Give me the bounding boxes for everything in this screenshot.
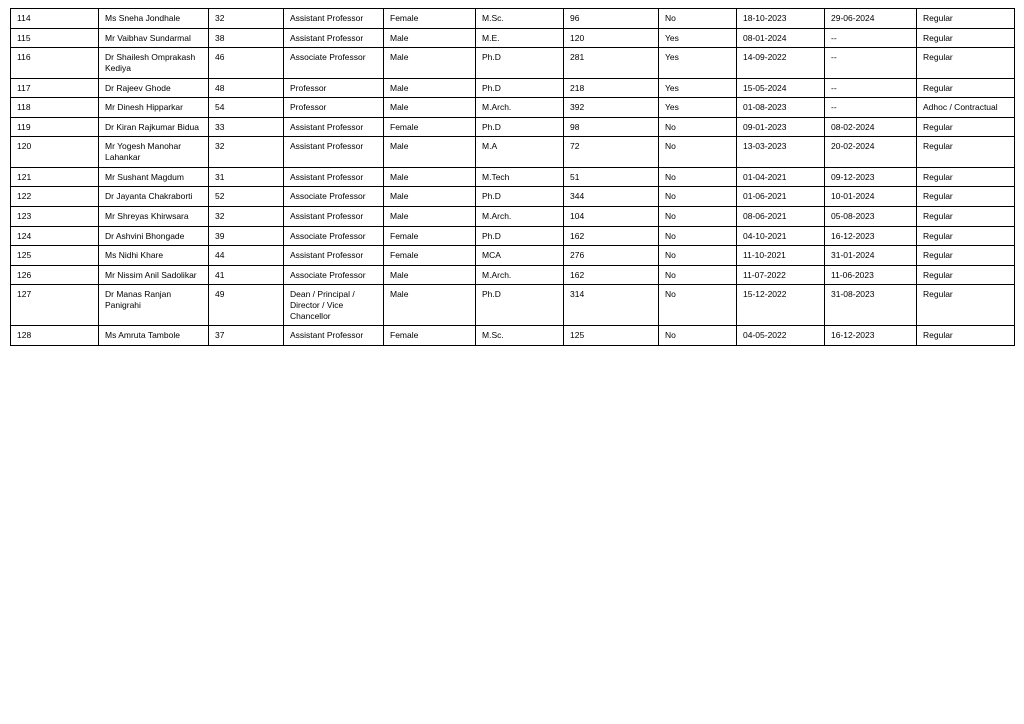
cell-name: Dr Jayanta Chakraborti bbox=[99, 187, 209, 207]
cell-qualification: M.Arch. bbox=[476, 206, 564, 226]
cell-date-of-joining: 18-10-2023 bbox=[737, 9, 825, 29]
cell-gender: Male bbox=[384, 137, 476, 167]
cell-designation: Assistant Professor bbox=[284, 28, 384, 48]
cell-nature-of-association: Regular bbox=[917, 246, 1015, 266]
cell-name: Ms Nidhi Khare bbox=[99, 246, 209, 266]
cell-date-of-leaving: -- bbox=[825, 48, 917, 78]
cell-nature-of-association: Regular bbox=[917, 28, 1015, 48]
cell-designation: Professor bbox=[284, 98, 384, 118]
cell-experience-months: 218 bbox=[564, 78, 659, 98]
cell-is-associated-last-year: No bbox=[659, 9, 737, 29]
cell-date-of-joining: 04-05-2022 bbox=[737, 326, 825, 346]
cell-nature-of-association: Regular bbox=[917, 285, 1015, 326]
table-row bbox=[11, 206, 1015, 226]
cell-date-of-leaving: 31-08-2023 bbox=[825, 285, 917, 326]
cell-date-of-leaving: 20-02-2024 bbox=[825, 137, 917, 167]
cell-designation: Assistant Professor bbox=[284, 167, 384, 187]
cell-nature-of-association: Regular bbox=[917, 206, 1015, 226]
cell-gender: Female bbox=[384, 9, 476, 29]
cell-qualification: M.E. bbox=[476, 28, 564, 48]
cell-designation: Associate Professor bbox=[284, 226, 384, 246]
cell-age: 54 bbox=[209, 98, 284, 118]
cell-name: Mr Vaibhav Sundarmal bbox=[99, 28, 209, 48]
cell-designation: Assistant Professor bbox=[284, 246, 384, 266]
cell-nature-of-association: Regular bbox=[917, 265, 1015, 285]
cell-gender: Female bbox=[384, 117, 476, 137]
cell-is-associated-last-year: Yes bbox=[659, 48, 737, 78]
table-row bbox=[11, 48, 1015, 78]
cell-sr-no: 126 bbox=[11, 265, 99, 285]
cell-date-of-joining: 09-01-2023 bbox=[737, 117, 825, 137]
cell-qualification: Ph.D bbox=[476, 78, 564, 98]
cell-sr-no: 115 bbox=[11, 28, 99, 48]
cell-date-of-joining: 15-05-2024 bbox=[737, 78, 825, 98]
cell-date-of-joining: 01-04-2021 bbox=[737, 167, 825, 187]
cell-nature-of-association: Regular bbox=[917, 9, 1015, 29]
cell-is-associated-last-year: No bbox=[659, 285, 737, 326]
cell-qualification: M.Sc. bbox=[476, 9, 564, 29]
cell-date-of-joining: 14-09-2022 bbox=[737, 48, 825, 78]
cell-designation: Assistant Professor bbox=[284, 326, 384, 346]
cell-sr-no: 124 bbox=[11, 226, 99, 246]
cell-nature-of-association: Regular bbox=[917, 137, 1015, 167]
cell-date-of-leaving: 08-02-2024 bbox=[825, 117, 917, 137]
cell-experience-months: 162 bbox=[564, 265, 659, 285]
cell-name: Mr Shreyas Khirwsara bbox=[99, 206, 209, 226]
cell-name: Dr Shailesh Omprakash Kediya bbox=[99, 48, 209, 78]
cell-age: 52 bbox=[209, 187, 284, 207]
cell-date-of-joining: 11-07-2022 bbox=[737, 265, 825, 285]
cell-experience-months: 120 bbox=[564, 28, 659, 48]
cell-experience-months: 125 bbox=[564, 326, 659, 346]
cell-sr-no: 116 bbox=[11, 48, 99, 78]
cell-name: Dr Kiran Rajkumar Bidua bbox=[99, 117, 209, 137]
cell-qualification: M.Sc. bbox=[476, 326, 564, 346]
cell-sr-no: 125 bbox=[11, 246, 99, 266]
cell-date-of-leaving: -- bbox=[825, 28, 917, 48]
cell-is-associated-last-year: No bbox=[659, 187, 737, 207]
cell-name: Dr Manas Ranjan Panigrahi bbox=[99, 285, 209, 326]
cell-experience-months: 162 bbox=[564, 226, 659, 246]
cell-sr-no: 118 bbox=[11, 98, 99, 118]
cell-age: 44 bbox=[209, 246, 284, 266]
cell-date-of-joining: 08-06-2021 bbox=[737, 206, 825, 226]
cell-age: 38 bbox=[209, 28, 284, 48]
cell-age: 37 bbox=[209, 326, 284, 346]
cell-is-associated-last-year: Yes bbox=[659, 28, 737, 48]
cell-name: Mr Nissim Anil Sadolikar bbox=[99, 265, 209, 285]
cell-sr-no: 121 bbox=[11, 167, 99, 187]
faculty-details-table bbox=[10, 8, 1015, 346]
cell-date-of-joining: 08-01-2024 bbox=[737, 28, 825, 48]
cell-is-associated-last-year: No bbox=[659, 206, 737, 226]
cell-qualification: MCA bbox=[476, 246, 564, 266]
cell-nature-of-association: Regular bbox=[917, 226, 1015, 246]
cell-designation: Assistant Professor bbox=[284, 137, 384, 167]
cell-qualification: M.Tech bbox=[476, 167, 564, 187]
cell-date-of-leaving: 09-12-2023 bbox=[825, 167, 917, 187]
cell-age: 33 bbox=[209, 117, 284, 137]
table-row bbox=[11, 137, 1015, 167]
cell-date-of-leaving: 10-01-2024 bbox=[825, 187, 917, 207]
table-body bbox=[11, 9, 1015, 346]
cell-designation: Assistant Professor bbox=[284, 9, 384, 29]
cell-sr-no: 114 bbox=[11, 9, 99, 29]
cell-designation: Associate Professor bbox=[284, 48, 384, 78]
cell-name: Ms Amruta Tambole bbox=[99, 326, 209, 346]
cell-qualification: M.Arch. bbox=[476, 98, 564, 118]
cell-designation: Associate Professor bbox=[284, 265, 384, 285]
cell-name: Ms Sneha Jondhale bbox=[99, 9, 209, 29]
cell-age: 32 bbox=[209, 137, 284, 167]
cell-age: 32 bbox=[209, 9, 284, 29]
table-row bbox=[11, 246, 1015, 266]
cell-date-of-leaving: 31-01-2024 bbox=[825, 246, 917, 266]
cell-experience-months: 51 bbox=[564, 167, 659, 187]
cell-date-of-joining: 04-10-2021 bbox=[737, 226, 825, 246]
cell-age: 39 bbox=[209, 226, 284, 246]
cell-designation: Assistant Professor bbox=[284, 117, 384, 137]
cell-gender: Female bbox=[384, 246, 476, 266]
cell-qualification: Ph.D bbox=[476, 48, 564, 78]
cell-age: 48 bbox=[209, 78, 284, 98]
cell-date-of-leaving: 05-08-2023 bbox=[825, 206, 917, 226]
cell-is-associated-last-year: No bbox=[659, 167, 737, 187]
cell-date-of-joining: 01-08-2023 bbox=[737, 98, 825, 118]
cell-nature-of-association: Regular bbox=[917, 326, 1015, 346]
cell-experience-months: 96 bbox=[564, 9, 659, 29]
cell-age: 46 bbox=[209, 48, 284, 78]
cell-date-of-joining: 01-06-2021 bbox=[737, 187, 825, 207]
cell-is-associated-last-year: Yes bbox=[659, 98, 737, 118]
cell-designation: Assistant Professor bbox=[284, 206, 384, 226]
cell-name: Mr Dinesh Hipparkar bbox=[99, 98, 209, 118]
cell-nature-of-association: Regular bbox=[917, 117, 1015, 137]
cell-date-of-leaving: -- bbox=[825, 98, 917, 118]
cell-experience-months: 72 bbox=[564, 137, 659, 167]
cell-is-associated-last-year: No bbox=[659, 326, 737, 346]
cell-sr-no: 128 bbox=[11, 326, 99, 346]
cell-is-associated-last-year: No bbox=[659, 137, 737, 167]
cell-experience-months: 344 bbox=[564, 187, 659, 207]
cell-date-of-leaving: -- bbox=[825, 78, 917, 98]
cell-designation: Associate Professor bbox=[284, 187, 384, 207]
table-row bbox=[11, 265, 1015, 285]
cell-age: 31 bbox=[209, 167, 284, 187]
table-row bbox=[11, 187, 1015, 207]
cell-qualification: Ph.D bbox=[476, 226, 564, 246]
cell-qualification: Ph.D bbox=[476, 187, 564, 207]
cell-nature-of-association: Regular bbox=[917, 187, 1015, 207]
cell-qualification: Ph.D bbox=[476, 117, 564, 137]
cell-qualification: Ph.D bbox=[476, 285, 564, 326]
cell-sr-no: 122 bbox=[11, 187, 99, 207]
cell-is-associated-last-year: No bbox=[659, 246, 737, 266]
cell-experience-months: 104 bbox=[564, 206, 659, 226]
cell-gender: Female bbox=[384, 326, 476, 346]
cell-sr-no: 119 bbox=[11, 117, 99, 137]
cell-date-of-leaving: 16-12-2023 bbox=[825, 326, 917, 346]
cell-date-of-joining: 15-12-2022 bbox=[737, 285, 825, 326]
cell-qualification: M.Arch. bbox=[476, 265, 564, 285]
cell-age: 49 bbox=[209, 285, 284, 326]
cell-experience-months: 276 bbox=[564, 246, 659, 266]
table-row bbox=[11, 226, 1015, 246]
cell-name: Dr Ashvini Bhongade bbox=[99, 226, 209, 246]
table-row bbox=[11, 28, 1015, 48]
cell-name: Mr Sushant Magdum bbox=[99, 167, 209, 187]
cell-experience-months: 392 bbox=[564, 98, 659, 118]
cell-gender: Male bbox=[384, 167, 476, 187]
cell-name: Dr Rajeev Ghode bbox=[99, 78, 209, 98]
cell-age: 32 bbox=[209, 206, 284, 226]
cell-nature-of-association: Adhoc / Contractual bbox=[917, 98, 1015, 118]
table-row bbox=[11, 285, 1015, 326]
cell-sr-no: 123 bbox=[11, 206, 99, 226]
cell-date-of-joining: 11-10-2021 bbox=[737, 246, 825, 266]
cell-is-associated-last-year: No bbox=[659, 226, 737, 246]
cell-nature-of-association: Regular bbox=[917, 167, 1015, 187]
cell-nature-of-association: Regular bbox=[917, 48, 1015, 78]
table-row bbox=[11, 117, 1015, 137]
cell-name: Mr Yogesh Manohar Lahankar bbox=[99, 137, 209, 167]
cell-experience-months: 314 bbox=[564, 285, 659, 326]
cell-gender: Male bbox=[384, 187, 476, 207]
cell-gender: Male bbox=[384, 98, 476, 118]
cell-gender: Female bbox=[384, 226, 476, 246]
cell-gender: Male bbox=[384, 28, 476, 48]
cell-sr-no: 117 bbox=[11, 78, 99, 98]
cell-experience-months: 281 bbox=[564, 48, 659, 78]
cell-designation: Dean / Principal / Director / Vice Chancellor bbox=[284, 285, 384, 326]
cell-designation: Professor bbox=[284, 78, 384, 98]
cell-gender: Male bbox=[384, 206, 476, 226]
table-row bbox=[11, 326, 1015, 346]
table-row bbox=[11, 78, 1015, 98]
cell-gender: Male bbox=[384, 48, 476, 78]
cell-is-associated-last-year: Yes bbox=[659, 78, 737, 98]
cell-sr-no: 120 bbox=[11, 137, 99, 167]
cell-age: 41 bbox=[209, 265, 284, 285]
cell-date-of-leaving: 11-06-2023 bbox=[825, 265, 917, 285]
cell-gender: Male bbox=[384, 265, 476, 285]
table-row bbox=[11, 167, 1015, 187]
cell-gender: Male bbox=[384, 78, 476, 98]
cell-nature-of-association: Regular bbox=[917, 78, 1015, 98]
cell-date-of-leaving: 29-06-2024 bbox=[825, 9, 917, 29]
cell-is-associated-last-year: No bbox=[659, 117, 737, 137]
cell-date-of-joining: 13-03-2023 bbox=[737, 137, 825, 167]
table-row bbox=[11, 98, 1015, 118]
cell-qualification: M.A bbox=[476, 137, 564, 167]
cell-date-of-leaving: 16-12-2023 bbox=[825, 226, 917, 246]
table-row bbox=[11, 9, 1015, 29]
cell-experience-months: 98 bbox=[564, 117, 659, 137]
cell-sr-no: 127 bbox=[11, 285, 99, 326]
cell-is-associated-last-year: No bbox=[659, 265, 737, 285]
cell-gender: Male bbox=[384, 285, 476, 326]
